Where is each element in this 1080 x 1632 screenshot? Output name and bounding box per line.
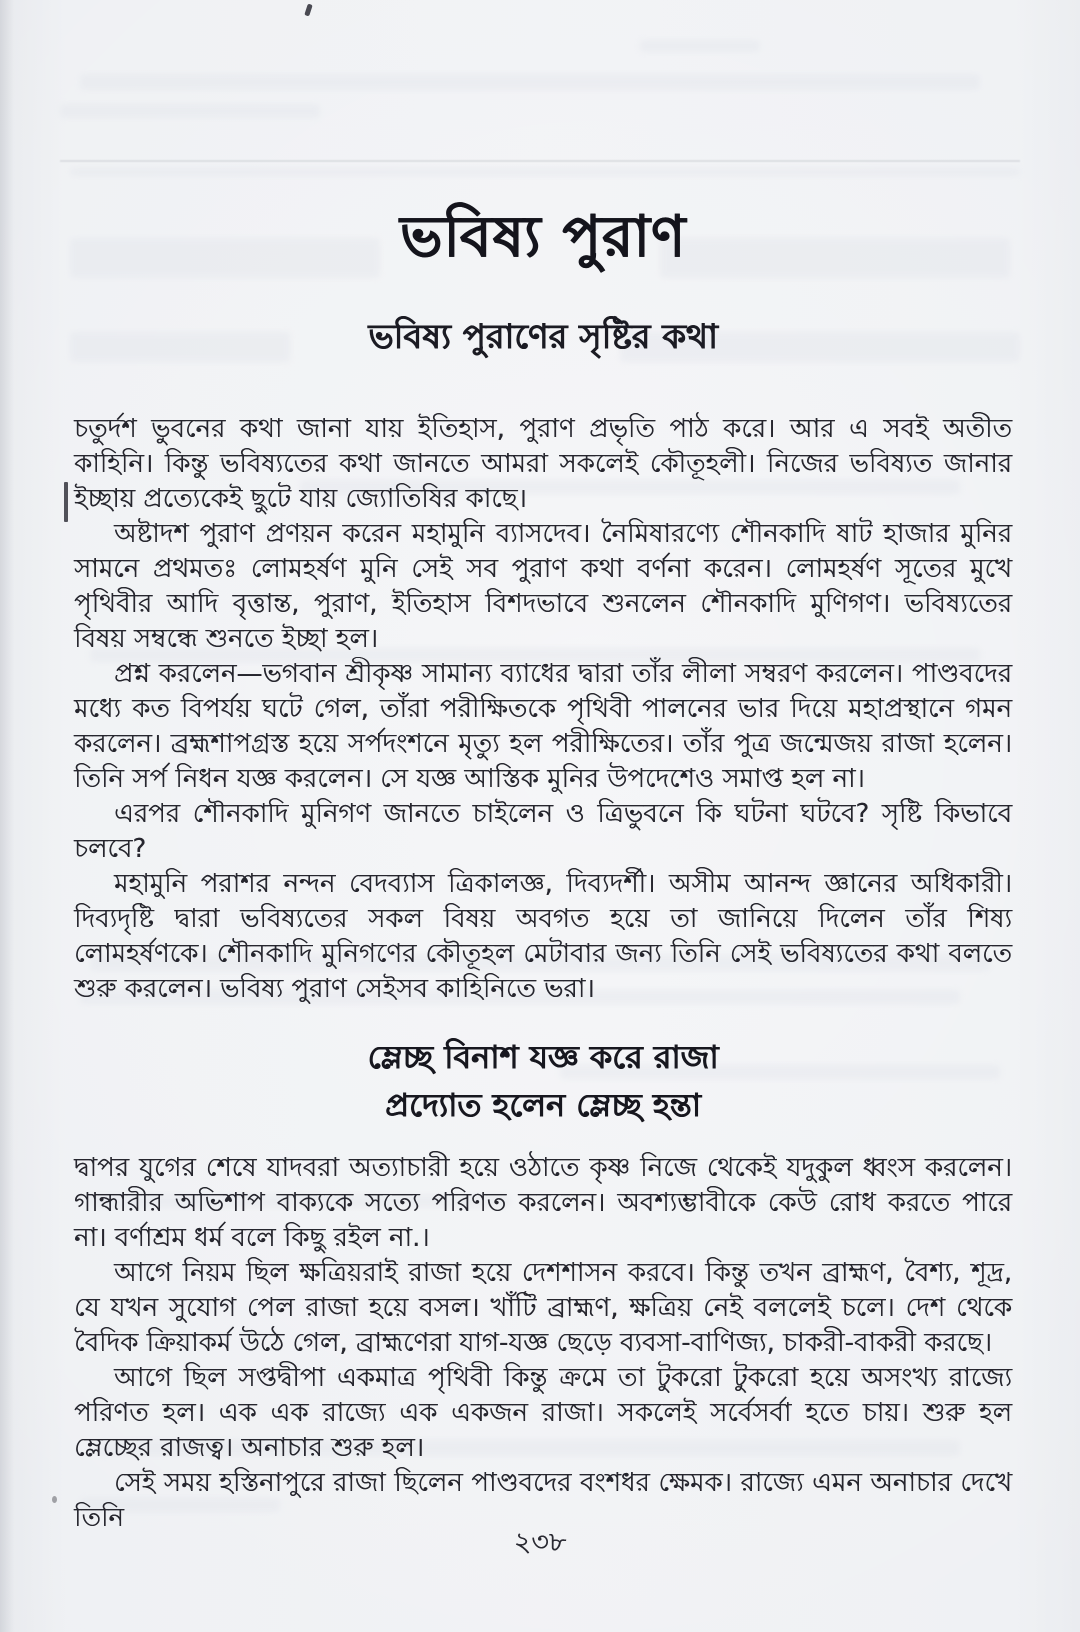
paragraph: মহামুনি পরাশর নন্দন বেদব্যাস ত্রিকালজ্ঞ, দিব্যদর্শী। অসীম আনন্দ জ্ঞানের অধিকারী। দিব্যদৃষ্টি দ্বারা ভবিষ্যতের সকল বিষয় অবগত হয়ে তা জানিয়ে দিলেন তাঁর শিষ্য লোমহর্ষণকে। শৌনকাদি মুনিগণের কৌতূহল মেটাবার জন্য তিনি সেই ভবিষ্যতের কথা বলতে শুরু করলেন। ভবিষ্য পুরাণ সেইসব কাহিনিতে ভরা। xyxy=(74,869,1012,1005)
book-title: ভবিষ্য পুরাণ xyxy=(399,204,687,270)
paragraph: আগে ছিল সপ্তদ্বীপা একমাত্র পৃথিবী কিন্তু ক্রমে তা টুকরো টুকরো হয়ে অসংখ্য রাজ্যে পরিণত হল। এক এক রাজ্যে এক একজন রাজা। সকলেই সর্বেসর্বা হতে চায়। শুরু হল ম্লেচ্ছের রাজত্ব। অনাচার শুরু হল। xyxy=(74,1363,1012,1464)
section-heading-line2: প্রদ্যোত হলেন ম্লেচ্ছ হন্তা xyxy=(385,1086,701,1125)
page-number: ২৩৮ xyxy=(513,1527,567,1558)
chapter-subtitle: ভবিষ্য পুরাণের সৃষ্টির কথা xyxy=(368,317,718,358)
paragraph: প্রশ্ন করলেন—ভগবান শ্রীকৃষ্ণ সামান্য ব্যাধের দ্বারা তাঁর লীলা সম্বরণ করলেন। পাণ্ডবদের মধ্যে কত বিপর্যয় ঘটে গেল, তাঁরা পরীক্ষিতকে পৃথিবী পালনের ভার দিয়ে মহাপ্রস্থানে গমন করলেন। ব্রহ্মশাপগ্রস্ত হয়ে সর্পদংশনে মৃত্যু হল পরীক্ষিতের। তাঁর পুত্র জন্মেজয় রাজা হলেন। তিনি সর্প নিধন যজ্ঞ করলেন। সে যজ্ঞ আস্তিক মুনির উপদেশেও সমাপ্ত হল না। xyxy=(74,659,1012,795)
text-block xyxy=(74,0,1012,1536)
scan-mark xyxy=(52,1496,57,1503)
section-heading-line1: ম্লেচ্ছ বিনাশ যজ্ঞ করে রাজা xyxy=(367,1038,719,1077)
paragraph: সেই সময় হস্তিনাপুরে রাজা ছিলেন পাণ্ডবদের বংশধর ক্ষেমক। রাজ্যে এমন অনাচার দেখে তিনি xyxy=(74,1468,1012,1534)
binding-shade xyxy=(0,0,14,1632)
paragraph: দ্বাপর যুগের শেষে যাদবরা অত্যাচারী হয়ে ওঠাতে কৃষ্ণ নিজে থেকেই যদুকুল ধ্বংস করলেন। গান্ধারীর অভিশাপ বাক্যকে সত্যে পরিণত করলেন। অবশ্যম্ভাবীকে কেউ রোধ করতে পারে না। বর্ণাশ্রম ধর্ম বলে কিছু রইল না.। xyxy=(74,1153,1012,1254)
paragraph: চতুর্দশ ভুবনের কথা জানা যায় ইতিহাস, পুরাণ প্রভৃতি পাঠ করে। আর এ সবই অতীত কাহিনি। কিন্তু ভবিষ্যতের কথা জানতে আমরা সকলেই কৌতূহলী। নিজের ভবিষ্যত জানার ইচ্ছায় প্রত্যেকেই ছুটে যায় জ্যোতিষির কাছে। xyxy=(74,414,1012,515)
body-text xyxy=(74,412,1012,1536)
scan-mark xyxy=(64,482,68,522)
section-heading xyxy=(74,1033,1012,1129)
paragraph: অষ্টাদশ পুরাণ প্রণয়ন করেন মহামুনি ব্যাসদেব। নৈমিষারণ্যে শৌনকাদি ষাট হাজার মুনির সামনে প্রথমতঃ লোমহর্ষণ মুনি সেই সব পুরাণ কথা বর্ণনা করেন। লোমহর্ষণ সূতের মুখে পৃথিবীর আদি বৃত্তান্ত, পুরাণ, ইতিহাস বিশদভাবে শুনলেন শৌনকাদি মুণিগণ। ভবিষ্যতের বিষয় সম্বন্ধে শুনতে ইচ্ছা হল। xyxy=(74,519,1012,655)
paragraph: আগে নিয়ম ছিল ক্ষত্রিয়রাই রাজা হয়ে দেশশাসন করবে। কিন্তু তখন ব্রাহ্মণ, বৈশ্য, শূদ্র, যে যখন সুযোগ পেল রাজা হয়ে বসল। খাঁটি ব্রাহ্মণ, ক্ষত্রিয় নেই বললেই চলে। দেশ থেকে বৈদিক ক্রিয়াকর্ম উঠে গেল, ব্রাহ্মণেরা যাগ-যজ্ঞ ছেড়ে ব্যবসা-বাণিজ্য, চাকরী-বাকরী করছে। xyxy=(74,1258,1012,1359)
paragraph: এরপর শৌনকাদি মুনিগণ জানতে চাইলেন ও ত্রিভুবনে কি ঘটনা ঘটবে? সৃষ্টি কিভাবে চলবে? xyxy=(74,799,1012,865)
